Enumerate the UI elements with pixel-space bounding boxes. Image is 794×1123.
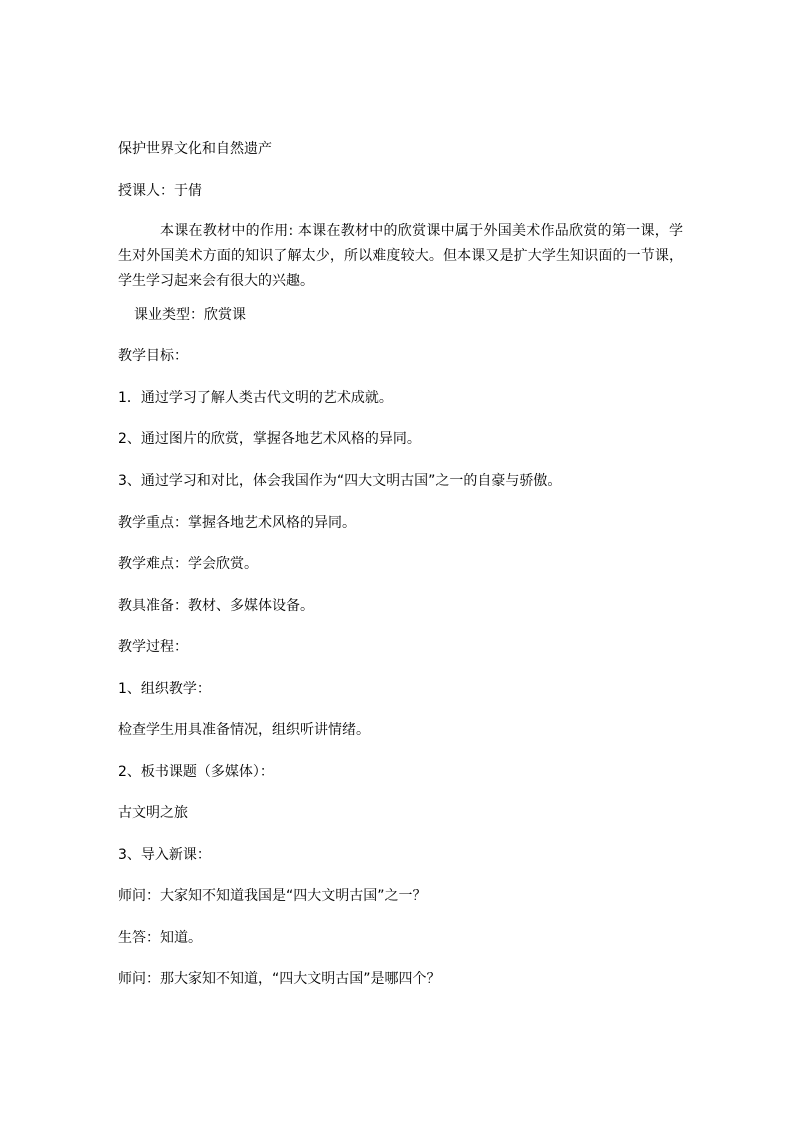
materials: 教具准备：教材、多媒体设备。 xyxy=(118,598,314,614)
process-step: 古文明之旅 xyxy=(118,805,188,821)
process-step: 生答：知道。 xyxy=(118,930,202,946)
process-step: 师问：大家知不知道我国是“四大文明古国”之一？ xyxy=(118,888,427,904)
key-point: 教学重点：掌握各地艺术风格的异同。 xyxy=(118,515,356,531)
intro-paragraph: 本课在教材中的作用: 本课在教材中的欣赏课中属于外国美术作品欣赏的第一课，学生对外国美术方面的知识了解太少，所以难度较大。但本课又是扩大学生知识面的一节课，学生学习起来会有很大的兴趣。 xyxy=(118,223,683,289)
document-title: 保护世界文化和自然遗产 xyxy=(118,141,272,157)
goal-item: 1．通过学习了解人类古代文明的艺术成就。 xyxy=(118,390,393,406)
process-step: 师问：那大家知不知道，“四大文明古国”是哪四个？ xyxy=(118,971,441,987)
process-step: 检查学生用具准备情况，组织听讲情绪。 xyxy=(118,722,370,738)
process-step: 1、组织教学： xyxy=(118,681,211,697)
process-step: 2、板书课题（多媒体）： xyxy=(118,764,274,780)
process-step: 3、导入新课： xyxy=(118,847,211,863)
goals-heading: 教学目标： xyxy=(118,348,188,364)
goal-item: 2、通过图片的欣赏，掌握各地艺术风格的异同。 xyxy=(118,431,421,447)
process-heading: 教学过程： xyxy=(118,639,188,655)
teacher-line: 授课人：于倩 xyxy=(118,183,202,199)
lesson-type: 课业类型：欣赏课 xyxy=(134,307,246,323)
goal-item: 3、通过学习和对比，体会我国作为“四大文明古国”之一的自豪与骄傲。 xyxy=(118,473,562,489)
difficulty: 教学难点：学会欣赏。 xyxy=(118,556,258,572)
